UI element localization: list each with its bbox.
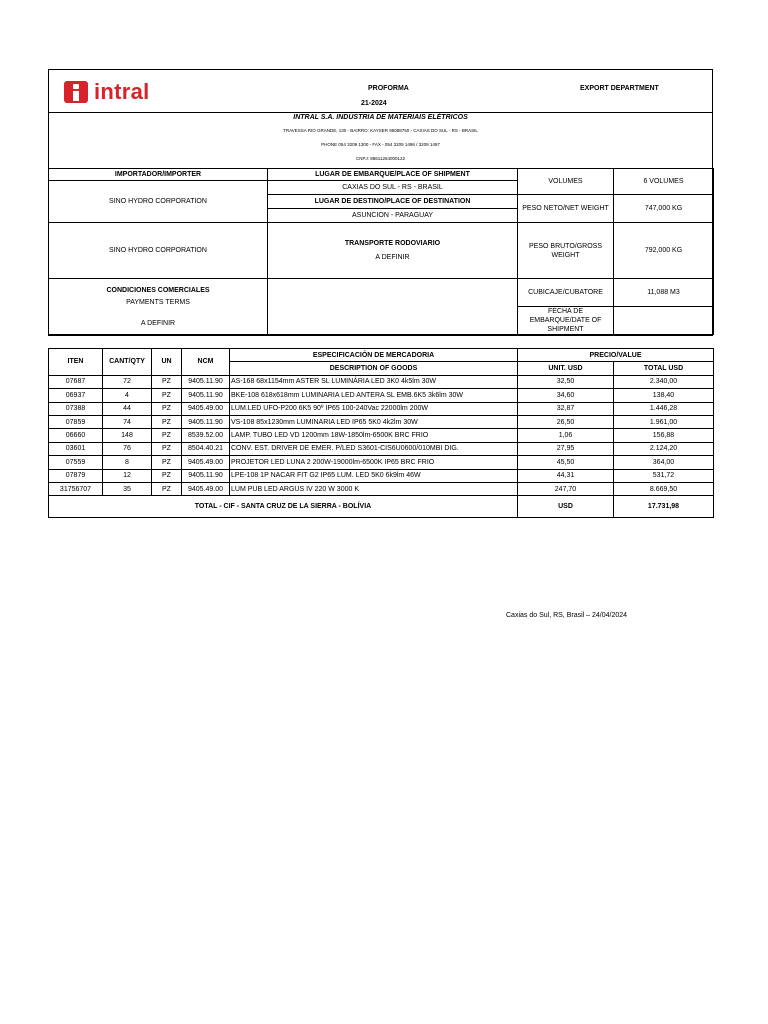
proforma-label: PROFORMA	[368, 85, 409, 92]
shipment-date-value	[614, 307, 714, 335]
row-desc: LPE-108 1P NACAR FIT G2 IP65 LUM. LED 5K0 6k9lm 46W	[230, 469, 518, 482]
row-ncm: 8504.40.21	[182, 442, 230, 455]
export-department: EXPORT DEPARTMENT	[580, 85, 659, 92]
row-ncm: 8539.52.00	[182, 429, 230, 442]
col-ncm-header: NCM	[182, 349, 230, 376]
brand-name: intral	[94, 79, 150, 104]
goods-table	[48, 348, 714, 518]
header-divider	[48, 112, 713, 113]
row-total: 1.446,28	[614, 402, 714, 415]
row-ncm: 9405.11.90	[182, 375, 230, 388]
table-row	[49, 402, 714, 415]
row-desc: LUM PUB LED ARGUS IV 220 W 3000 K	[230, 482, 518, 495]
blank-cell	[268, 279, 518, 335]
row-total: 2.124,20	[614, 442, 714, 455]
destination-label: LUGAR DE DESTINO/PLACE OF DESTINATION	[268, 195, 518, 209]
row-qty: 8	[103, 456, 152, 469]
table-row	[49, 469, 714, 482]
row-unit-price: 32,50	[518, 375, 614, 388]
company-name: INTRAL S.A. INDÚSTRIA DE MATERIAIS ELÉTRICOS	[293, 114, 468, 121]
col-un-header: UN	[152, 349, 182, 376]
row-qty: 72	[103, 375, 152, 388]
cubage-value: 11,088 M3	[614, 279, 714, 307]
total-value: 17.731,98	[614, 496, 714, 518]
row-ncm: 9405.49.00	[182, 456, 230, 469]
gross-weight-value: 792,000 KG	[614, 223, 714, 279]
company-address: TRAVESSA RIO GRANDE, 130 - BAIRRO: KAYSER 95088750 - CAXIAS DO SUL - RS - BRASIL	[283, 128, 478, 133]
row-ncm: 9405.11.90	[182, 415, 230, 428]
row-item: 06660	[49, 429, 103, 442]
table-row	[49, 429, 714, 442]
row-desc: PROJETOR LED LUNA 2 200W-19000lm-6500K IP65 BRC FRIO	[230, 456, 518, 469]
payment-terms-label: PAYMENTS TERMS	[126, 298, 190, 306]
row-total: 2.340,00	[614, 375, 714, 388]
row-qty: 148	[103, 429, 152, 442]
table-row	[49, 482, 714, 495]
row-desc: LUM.LED UFO-P200 6K5 90º IP65 100-240Vac 22000lm 200W	[230, 402, 518, 415]
table-row	[49, 389, 714, 402]
total-label: TOTAL - CIF - SANTA CRUZ DE LA SIERRA - BOLÍVIA	[49, 496, 518, 518]
row-total: 156,88	[614, 429, 714, 442]
row-desc: AS-168 68x1154mm ASTER SL LUMINÁRIA LED 3K0 4k5lm 30W	[230, 375, 518, 388]
row-item: 07687	[49, 375, 103, 388]
intral-logo	[64, 79, 150, 105]
proforma-number: 21-2024	[361, 100, 387, 107]
row-ncm: 9405.11.90	[182, 469, 230, 482]
row-qty: 35	[103, 482, 152, 495]
row-qty: 4	[103, 389, 152, 402]
total-row	[49, 496, 714, 518]
intral-logo-icon	[64, 81, 88, 103]
gross-weight-label: PESO BRUTO/GROSS WEIGHT	[518, 223, 614, 279]
importer-label: IMPORTADOR/IMPORTER	[49, 169, 268, 181]
transport-value: A DEFINIR	[375, 254, 410, 261]
row-un: PZ	[152, 442, 182, 455]
row-total: 364,00	[614, 456, 714, 469]
table-row	[49, 375, 714, 388]
row-un: PZ	[152, 456, 182, 469]
table-row	[49, 415, 714, 428]
row-un: PZ	[152, 389, 182, 402]
consignee-name: SINO HYDRO CORPORATION	[49, 223, 268, 279]
row-un: PZ	[152, 429, 182, 442]
conditions-cell	[49, 279, 268, 335]
row-qty: 12	[103, 469, 152, 482]
row-total: 8.669,50	[614, 482, 714, 495]
row-unit-price: 34,60	[518, 389, 614, 402]
row-total: 138,40	[614, 389, 714, 402]
row-un: PZ	[152, 375, 182, 388]
row-unit-price: 45,50	[518, 456, 614, 469]
row-desc: LAMP. TUBO LED VD 1200mm 18W-1850lm-6500K BRC FRIO	[230, 429, 518, 442]
row-item: 03601	[49, 442, 103, 455]
cubage-label: CUBICAJE/CUBATORE	[518, 279, 614, 307]
net-weight-label: PESO NETO/NET WEIGHT	[518, 195, 614, 223]
shipment-date-label: FECHA DE EMBARQUE/DATE OF SHIPMENT	[518, 307, 614, 335]
row-un: PZ	[152, 482, 182, 495]
col-qty-header: CANT/QTY	[103, 349, 152, 376]
destination-value: ASUNCION - PARAGUAY	[268, 209, 518, 223]
net-weight-value: 747,000 KG	[614, 195, 714, 223]
row-un: PZ	[152, 402, 182, 415]
col-unit-header: UNIT. USD	[518, 362, 614, 375]
transport-cell	[268, 223, 518, 279]
row-item: 07859	[49, 415, 103, 428]
row-un: PZ	[152, 415, 182, 428]
place-date: Caxias do Sul, RS, Brasil – 24/04/2024	[506, 612, 628, 619]
col-item-header: ITEN	[49, 349, 103, 376]
table-row	[49, 456, 714, 469]
row-ncm: 9405.49.00	[182, 482, 230, 495]
row-item: 31756707	[49, 482, 103, 495]
row-item: 07559	[49, 456, 103, 469]
row-item: 07388	[49, 402, 103, 415]
col-desc-header: DESCRIPTION OF GOODS	[230, 362, 518, 375]
row-unit-price: 44,31	[518, 469, 614, 482]
shipment-place-value: CAXIAS DO SUL - RS - BRASIL	[268, 181, 518, 195]
row-item: 07879	[49, 469, 103, 482]
row-desc: VS-108 85x1230mm LUMINARIA LED IP65 5K0 4k2lm 30W	[230, 415, 518, 428]
row-total: 1.961,00	[614, 415, 714, 428]
volumes-value: 6 VOLUMES	[614, 169, 714, 195]
shipment-place-label: LUGAR DE EMBARQUE/PLACE OF SHIPMENT	[268, 169, 518, 181]
col-total-header: TOTAL USD	[614, 362, 714, 375]
row-desc: CONV. EST. DRIVER DE EMER. P/LED S3601-CIS6U0600/010MBI DIG.	[230, 442, 518, 455]
row-unit-price: 27,95	[518, 442, 614, 455]
row-qty: 74	[103, 415, 152, 428]
row-qty: 44	[103, 402, 152, 415]
shipment-info-table	[48, 168, 714, 335]
table-row	[49, 442, 714, 455]
row-desc: BKE-108 618x618mm LUMINARIA LED ANTERA SL EMB.6K5 3k6lm 30W	[230, 389, 518, 402]
payment-terms-value: A DEFINIR	[140, 319, 176, 327]
col-spec-header: ESPECIFICACIÓN DE MERCADORIA	[230, 349, 518, 362]
row-unit-price: 247,70	[518, 482, 614, 495]
company-cnpj: CNPJ: 88611264000122	[356, 156, 405, 161]
conditions-label: CONDICIONES COMERCIALES	[106, 286, 210, 294]
row-ncm: 9405.11.90	[182, 389, 230, 402]
row-qty: 76	[103, 442, 152, 455]
total-currency: USD	[518, 496, 614, 518]
row-unit-price: 26,50	[518, 415, 614, 428]
row-unit-price: 32,87	[518, 402, 614, 415]
row-un: PZ	[152, 469, 182, 482]
importer-name: SINO HYDRO CORPORATION	[49, 181, 268, 223]
company-phone: PHONE 054 3209 1300 - FAX - 054 3209 1496 / 3209 1497	[321, 142, 440, 147]
row-ncm: 9405.49.00	[182, 402, 230, 415]
row-unit-price: 1,06	[518, 429, 614, 442]
row-total: 531,72	[614, 469, 714, 482]
volumes-label: VOLUMES	[518, 169, 614, 195]
transport-label: TRANSPORTE RODOVIARIO	[344, 240, 441, 247]
row-item: 06937	[49, 389, 103, 402]
col-price-header: PRECIO/VALUE	[518, 349, 714, 362]
